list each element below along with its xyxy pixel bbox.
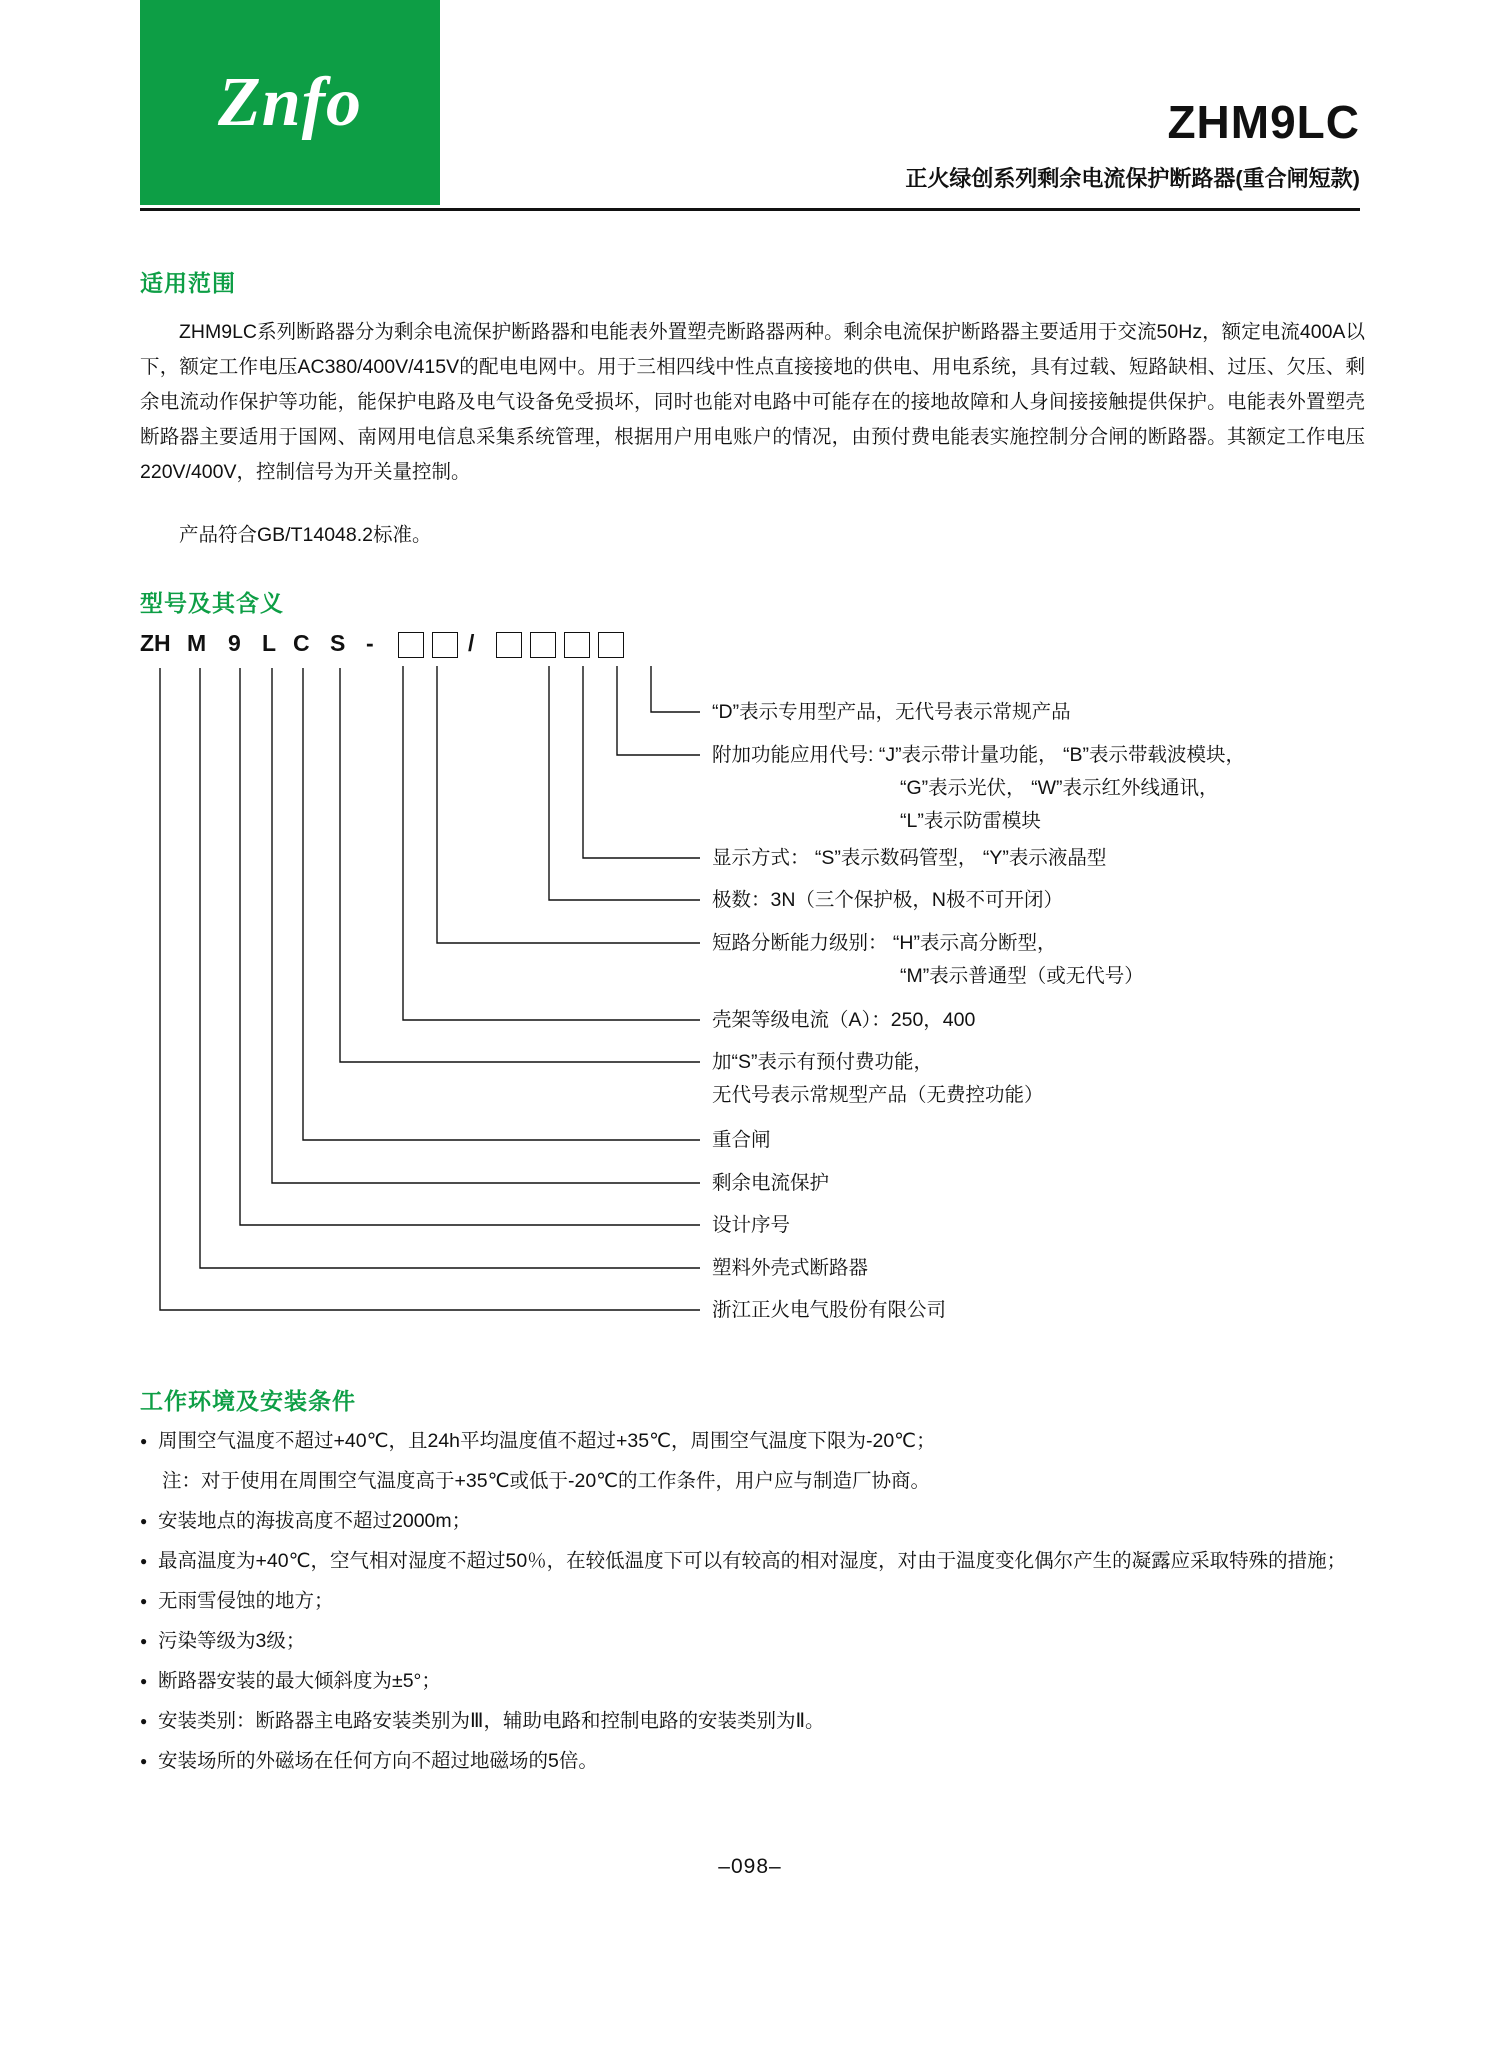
code-box-3[interactable] (496, 632, 522, 658)
scope-paragraph-2 (140, 518, 1365, 553)
model-desc-breaking-line2: “M”表示普通型（或无代号） (900, 965, 1144, 987)
code-char-dash: - (366, 630, 374, 656)
environment-list (140, 1425, 1370, 1785)
model-desc-extra-function (712, 739, 1245, 838)
model-desc-reclosing (712, 1124, 771, 1157)
code-box-2[interactable] (432, 632, 458, 658)
code-box-4[interactable] (530, 632, 556, 658)
model-desc-breaking-line1: 短路分断能力级别： “H”表示高分断型， (712, 932, 1057, 954)
brand-logo (140, 0, 440, 205)
page-header (0, 0, 1500, 215)
list-item (140, 1665, 1370, 1698)
scope-text-1: ZHM9LC系列断路器分为剩余电流保护断路器和电能表外置塑壳断路器两种。剩余电流保护断路器主要适用于交流50Hz，额定电流400A以下，额定工作电压AC380/400V/415V的配电电网中。用于三相四线中性点直接接地的供电、用电系统，具有过载、短路缺相、过压、欠压、剩余电流动作保护等功能，能保护电路及电气设备免受损坏，同时也能对电路中可能存在的接地故障和人身间接接触提供保护。电能表外置塑壳断路器主要适用于国网、南网用电信息采集系统管理，根据用户用电账户的情况，由预付费电能表实施控制分合闸的断路器。其额定工作电压220V/400V，控制信号为开关量控制。 (140, 321, 1365, 483)
env-note: 注：对于使用在周围空气温度高于+35℃或低于-20℃的工作条件，用户应与制造厂协商。 (162, 1470, 931, 1492)
code-box-5[interactable] (564, 632, 590, 658)
model-desc-frame-current (712, 1004, 975, 1037)
model-desc-breaking-capacity (712, 927, 1144, 993)
code-char-s: S (330, 630, 346, 656)
env-item-6: 断路器安装的最大倾斜度为±5°； (158, 1670, 441, 1692)
section-title-environment: 工作环境及安装条件 (140, 1388, 356, 1414)
model-desc-display-mode (712, 842, 1106, 875)
model-desc-design-line1: 设计序号 (712, 1214, 791, 1236)
model-desc-design-serial (712, 1209, 790, 1242)
model-desc-display-line1: 显示方式： “S”表示数码管型， “Y”表示液晶型 (712, 847, 1107, 869)
model-desc-reclosing-line1: 重合闸 (712, 1129, 771, 1151)
list-item (140, 1425, 1370, 1458)
page-number: –098– (718, 1855, 782, 1878)
model-desc-residual-line1: 剩余电流保护 (712, 1172, 830, 1194)
code-char-zh: ZH (140, 630, 171, 656)
model-desc-extra-line1: 附加功能应用代号: “J”表示带计量功能， “B”表示带载波模块， (712, 744, 1245, 766)
brand-logo-text: Znfo (218, 63, 362, 141)
model-desc-molded-line1: 塑料外壳式断路器 (712, 1257, 869, 1279)
code-box-1[interactable] (398, 632, 424, 658)
code-box-6[interactable] (598, 632, 624, 658)
model-desc-poles-line1: 极数：3N（三个保护极，N极不可开闭） (712, 889, 1064, 911)
env-item-4: 无雨雪侵蚀的地方； (158, 1590, 334, 1612)
section-title-scope: 适用范围 (140, 270, 236, 296)
model-desc-company (712, 1294, 946, 1327)
env-item-2: 安装地点的海拔高度不超过2000m； (158, 1510, 472, 1532)
env-item-5: 污染等级为3级； (158, 1630, 306, 1652)
scope-paragraph-1 (140, 315, 1365, 490)
header-divider (140, 208, 1360, 211)
scope-text-2: 产品符合GB/T14048.2标准。 (179, 524, 432, 546)
list-item (140, 1625, 1370, 1658)
code-char-9: 9 (228, 630, 241, 656)
env-item-8: 安装场所的外磁场在任何方向不超过地磁场的5倍。 (158, 1750, 598, 1772)
env-item-7: 安装类别：断路器主电路安装类别为Ⅲ，辅助电路和控制电路的安装类别为Ⅱ。 (158, 1710, 825, 1732)
model-desc-frame-line1: 壳架等级电流（A）：250，400 (712, 1009, 976, 1031)
model-desc-special-line1: “D”表示专用型产品，无代号表示常规产品 (712, 701, 1071, 723)
model-desc-prepay-line2: 无代号表示常规型产品（无费控功能） (712, 1084, 1044, 1106)
model-desc-extra-line3: “L”表示防雷模块 (900, 810, 1041, 832)
code-char-c: C (293, 630, 310, 656)
model-desc-molded-case (712, 1252, 868, 1285)
model-desc-residual-protection (712, 1167, 829, 1200)
model-desc-prepay (712, 1046, 1044, 1112)
list-item (140, 1505, 1370, 1538)
model-desc-poles (712, 884, 1063, 917)
model-desc-special (712, 696, 1071, 729)
section-title-model: 型号及其含义 (140, 590, 284, 616)
model-desc-extra-line2: “G”表示光伏， “W”表示红外线通讯， (900, 777, 1219, 799)
model-desc-prepay-line1: 加“S”表示有预付费功能， (712, 1051, 933, 1073)
product-model-title: ZHM9LC (1167, 96, 1360, 148)
env-item-1: 周围空气温度不超过+40℃，且24h平均温度值不超过+35℃，周围空气温度下限为-20℃； (158, 1430, 936, 1452)
code-char-m: M (187, 630, 207, 656)
model-code-row (140, 630, 740, 664)
product-subtitle: 正火绿创系列剩余电流保护断路器(重合闸短款) (905, 166, 1360, 191)
list-item (140, 1585, 1370, 1618)
env-item-3: 最高温度为+40℃，空气相对湿度不超过50％，在较低温度下可以有较高的相对湿度，对由于温度变化偶尔产生的凝露应采取特殊的措施； (158, 1550, 1347, 1572)
code-char-l: L (262, 630, 277, 656)
list-item (140, 1745, 1370, 1778)
code-char-slash: / (468, 630, 475, 656)
list-item (140, 1545, 1370, 1578)
model-desc-company-line1: 浙江正火电气股份有限公司 (712, 1299, 947, 1321)
list-item (140, 1705, 1370, 1738)
